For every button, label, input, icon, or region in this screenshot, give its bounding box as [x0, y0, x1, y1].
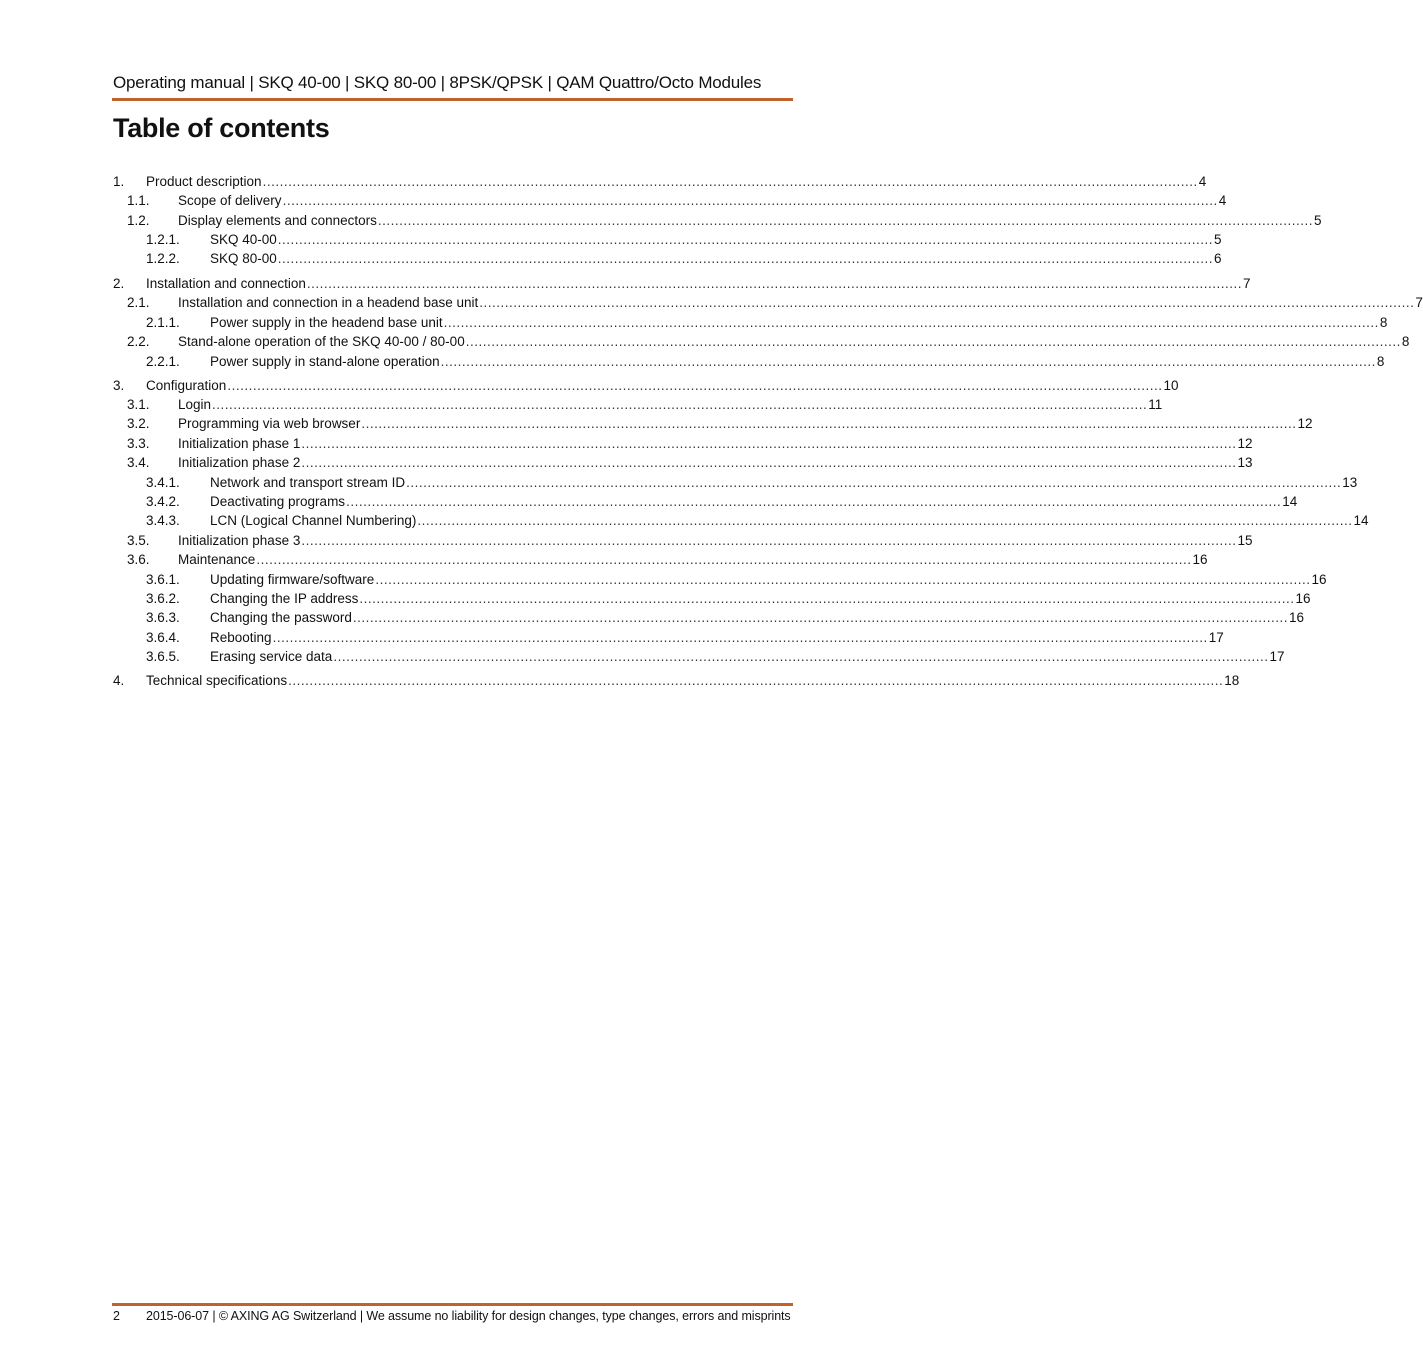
toc-entry-page: 13 [1237, 455, 1253, 470]
toc-entry-number: 1.2.2. [146, 251, 180, 266]
toc-entry[interactable] [0, 570, 1327, 589]
toc-entry[interactable] [0, 511, 1369, 530]
dot-leader: ............................................................................................................................................................................................................................ [277, 251, 1213, 266]
toc-entry-label: Power supply in the headend base unit [210, 315, 443, 330]
toc-entry-label: SKQ 80-00 [210, 251, 277, 266]
dot-leader: ............................................................................................................................................................................................................................ [301, 455, 1237, 470]
toc-entry[interactable] [0, 492, 1298, 511]
dot-leader: ............................................................................................................................................................................................................................ [406, 475, 1342, 490]
running-header: Operating manual | SKQ 40-00 | SKQ 80-00 | 8PSK/QPSK | QAM Quattro/Octo Modules [113, 73, 762, 92]
toc-entry-page: 11 [1148, 397, 1163, 412]
toc-entry[interactable] [0, 249, 1222, 268]
toc-entry-label: Installation and connection in a headend base unit [178, 295, 479, 310]
dot-leader: ............................................................................................................................................................................................................................ [346, 494, 1282, 509]
dot-leader: ............................................................................................................................................................................................................................ [262, 174, 1198, 189]
toc-entry-label: Changing the IP address [210, 591, 359, 606]
toc-entry[interactable] [0, 230, 1222, 249]
toc-entry-number: 3.4.3. [146, 513, 180, 528]
toc-entry[interactable] [0, 352, 1385, 371]
dot-leader: ............................................................................................................................................................................................................................ [288, 673, 1224, 688]
toc-entry-label: Technical specifications [146, 673, 288, 688]
toc-entry[interactable] [0, 453, 1253, 472]
toc-entry-number: 3.6.3. [146, 610, 180, 625]
dot-leader: ............................................................................................................................................................................................................................ [277, 232, 1213, 247]
toc-entry[interactable] [0, 313, 1388, 332]
toc-entry-label: Stand-alone operation of the SKQ 40-00 / 80-00 [178, 334, 465, 349]
toc-entry-label: SKQ 40-00 [210, 232, 277, 247]
toc-entry-page: 13 [1342, 475, 1358, 490]
toc-entry-label: LCN (Logical Channel Numbering) [210, 513, 417, 528]
footer-page-number: 2 [113, 1309, 120, 1323]
toc-entry-page: 12 [1297, 416, 1313, 431]
toc-entry-label: Installation and connection [146, 276, 306, 291]
toc-entry[interactable] [0, 395, 1163, 414]
footer-rule [112, 1303, 793, 1306]
dot-leader: ............................................................................................................................................................................................................................ [377, 213, 1314, 228]
toc-entry[interactable] [0, 376, 1179, 395]
toc-entry[interactable] [0, 531, 1253, 550]
toc-entry-page: 16 [1289, 610, 1305, 625]
toc-entry-label: Scope of delivery [178, 193, 282, 208]
dot-leader: ............................................................................................................................................................................................................................ [227, 378, 1163, 393]
toc-entry-page: 4 [1218, 193, 1227, 208]
toc-entry-number: 3.5. [127, 533, 150, 548]
toc-entry-number: 3.2. [127, 416, 150, 431]
toc-entry-number: 1.2. [127, 213, 150, 228]
toc-entry[interactable] [0, 628, 1224, 647]
toc-entry[interactable] [0, 434, 1253, 453]
toc-entry-label: Initialization phase 2 [178, 455, 301, 470]
toc-entry-label: Erasing service data [210, 649, 333, 664]
dot-leader: ............................................................................................................................................................................................................................ [375, 572, 1311, 587]
toc-entry[interactable] [0, 172, 1207, 191]
toc-entry-page: 7 [1415, 295, 1423, 310]
toc-entry-label: Initialization phase 3 [178, 533, 301, 548]
toc-entry-number: 1.1. [127, 193, 150, 208]
toc-entry-number: 1. [113, 174, 125, 189]
toc-entry-number: 3.1. [127, 397, 150, 412]
toc-entry-label: Programming via web browser [178, 416, 361, 431]
toc-entry-page: 17 [1269, 649, 1285, 664]
toc-entry[interactable] [0, 647, 1285, 666]
toc-entry-label: Updating firmware/software [210, 572, 375, 587]
toc-entry[interactable] [0, 211, 1322, 230]
dot-leader: ............................................................................................................................................................................................................................ [479, 295, 1415, 310]
toc-entry-page: 15 [1237, 533, 1253, 548]
toc-entry[interactable] [0, 191, 1227, 210]
toc-entry-page: 17 [1208, 630, 1224, 645]
toc-entry-number: 3.4. [127, 455, 150, 470]
toc-entry-page: 5 [1314, 213, 1322, 228]
toc-entry[interactable] [0, 473, 1358, 492]
toc-entry-number: 2.1. [127, 295, 150, 310]
toc-entry-number: 3.6.1. [146, 572, 180, 587]
toc-entry-page: 5 [1213, 232, 1222, 247]
toc-entry-number: 2.1.1. [146, 315, 180, 330]
toc-entry-label: Display elements and connectors [178, 213, 377, 228]
toc-entry-number: 3.4.2. [146, 494, 180, 509]
page-footer [113, 1309, 796, 1327]
toc-entry-number: 3.6.4. [146, 630, 180, 645]
toc-entry-page: 7 [1243, 276, 1251, 291]
toc-entry-number: 3.3. [127, 436, 150, 451]
toc-entry-page: 16 [1311, 572, 1327, 587]
dot-leader: ............................................................................................................................................................................................................................ [301, 436, 1237, 451]
toc-entry[interactable] [0, 671, 1240, 690]
dot-leader: ............................................................................................................................................................................................................................ [333, 649, 1269, 664]
toc-entry-page: 8 [1401, 334, 1410, 349]
dot-leader: ............................................................................................................................................................................................................................ [440, 354, 1376, 369]
toc-entry-page: 16 [1192, 552, 1208, 567]
dot-leader: ............................................................................................................................................................................................................................ [417, 513, 1353, 528]
dot-leader: ............................................................................................................................................................................................................................ [282, 193, 1218, 208]
dot-leader: ............................................................................................................................................................................................................................ [306, 276, 1243, 291]
toc-entry[interactable] [0, 332, 1410, 351]
dot-leader: ............................................................................................................................................................................................................................ [272, 630, 1208, 645]
toc-entry-page: 8 [1379, 315, 1388, 330]
toc-entry-label: Deactivating programs [210, 494, 346, 509]
toc-entry-page: 6 [1213, 251, 1222, 266]
toc-entry-number: 3.4.1. [146, 475, 180, 490]
dot-leader: ............................................................................................................................................................................................................................ [361, 416, 1297, 431]
toc-entry[interactable] [0, 414, 1313, 433]
toc-entry-label: Product description [146, 174, 262, 189]
toc-entry-page: 10 [1163, 378, 1179, 393]
page-title: Table of contents [113, 113, 330, 143]
toc-entry-page: 14 [1282, 494, 1298, 509]
toc-entry-label: Configuration [146, 378, 227, 393]
toc-entry-number: 4. [113, 673, 125, 688]
toc-entry-label: Maintenance [178, 552, 256, 567]
toc-entry-number: 3. [113, 378, 125, 393]
dot-leader: ............................................................................................................................................................................................................................ [256, 552, 1192, 567]
toc-entry-label: Login [178, 397, 212, 412]
toc-entry-number: 3.6. [127, 552, 150, 567]
toc-entry-label: Changing the password [210, 610, 352, 625]
dot-leader: ............................................................................................................................................................................................................................ [301, 533, 1237, 548]
toc-entry-number: 1.2.1. [146, 232, 180, 247]
toc-entry-page: 16 [1295, 591, 1311, 606]
toc-entry-page: 8 [1376, 354, 1385, 369]
toc-entry-label: Initialization phase 1 [178, 436, 301, 451]
toc-entry-number: 3.6.5. [146, 649, 180, 664]
dot-leader: ............................................................................................................................................................................................................................ [443, 315, 1379, 330]
header-rule [112, 98, 793, 101]
toc-entry-page: 12 [1237, 436, 1253, 451]
toc-entry[interactable] [0, 608, 1305, 627]
toc-entry-number: 2.2.1. [146, 354, 180, 369]
toc-entry[interactable] [0, 589, 1311, 608]
toc-entry[interactable] [0, 550, 1208, 569]
toc-entry[interactable] [0, 293, 1423, 312]
toc-entry-page: 18 [1224, 673, 1240, 688]
toc-entry-label: Power supply in stand-alone operation [210, 354, 440, 369]
toc-entry-label: Rebooting [210, 630, 272, 645]
toc-entry-number: 2.2. [127, 334, 150, 349]
toc-entry-page: 4 [1198, 174, 1207, 189]
footer-text: 2015-06-07 | © AXING AG Switzerland | We assume no liability for design changes, type changes, errors and misprints [146, 1309, 791, 1323]
dot-leader: ............................................................................................................................................................................................................................ [465, 334, 1401, 349]
dot-leader: ............................................................................................................................................................................................................................ [352, 610, 1289, 625]
dot-leader: ............................................................................................................................................................................................................................ [212, 397, 1148, 412]
toc-entry-number: 3.6.2. [146, 591, 180, 606]
toc-entry-label: Network and transport stream ID [210, 475, 406, 490]
toc-entry-number: 2. [113, 276, 125, 291]
toc-entry-page: 14 [1353, 513, 1369, 528]
dot-leader: ............................................................................................................................................................................................................................ [359, 591, 1295, 606]
toc-entry[interactable] [0, 274, 1251, 293]
